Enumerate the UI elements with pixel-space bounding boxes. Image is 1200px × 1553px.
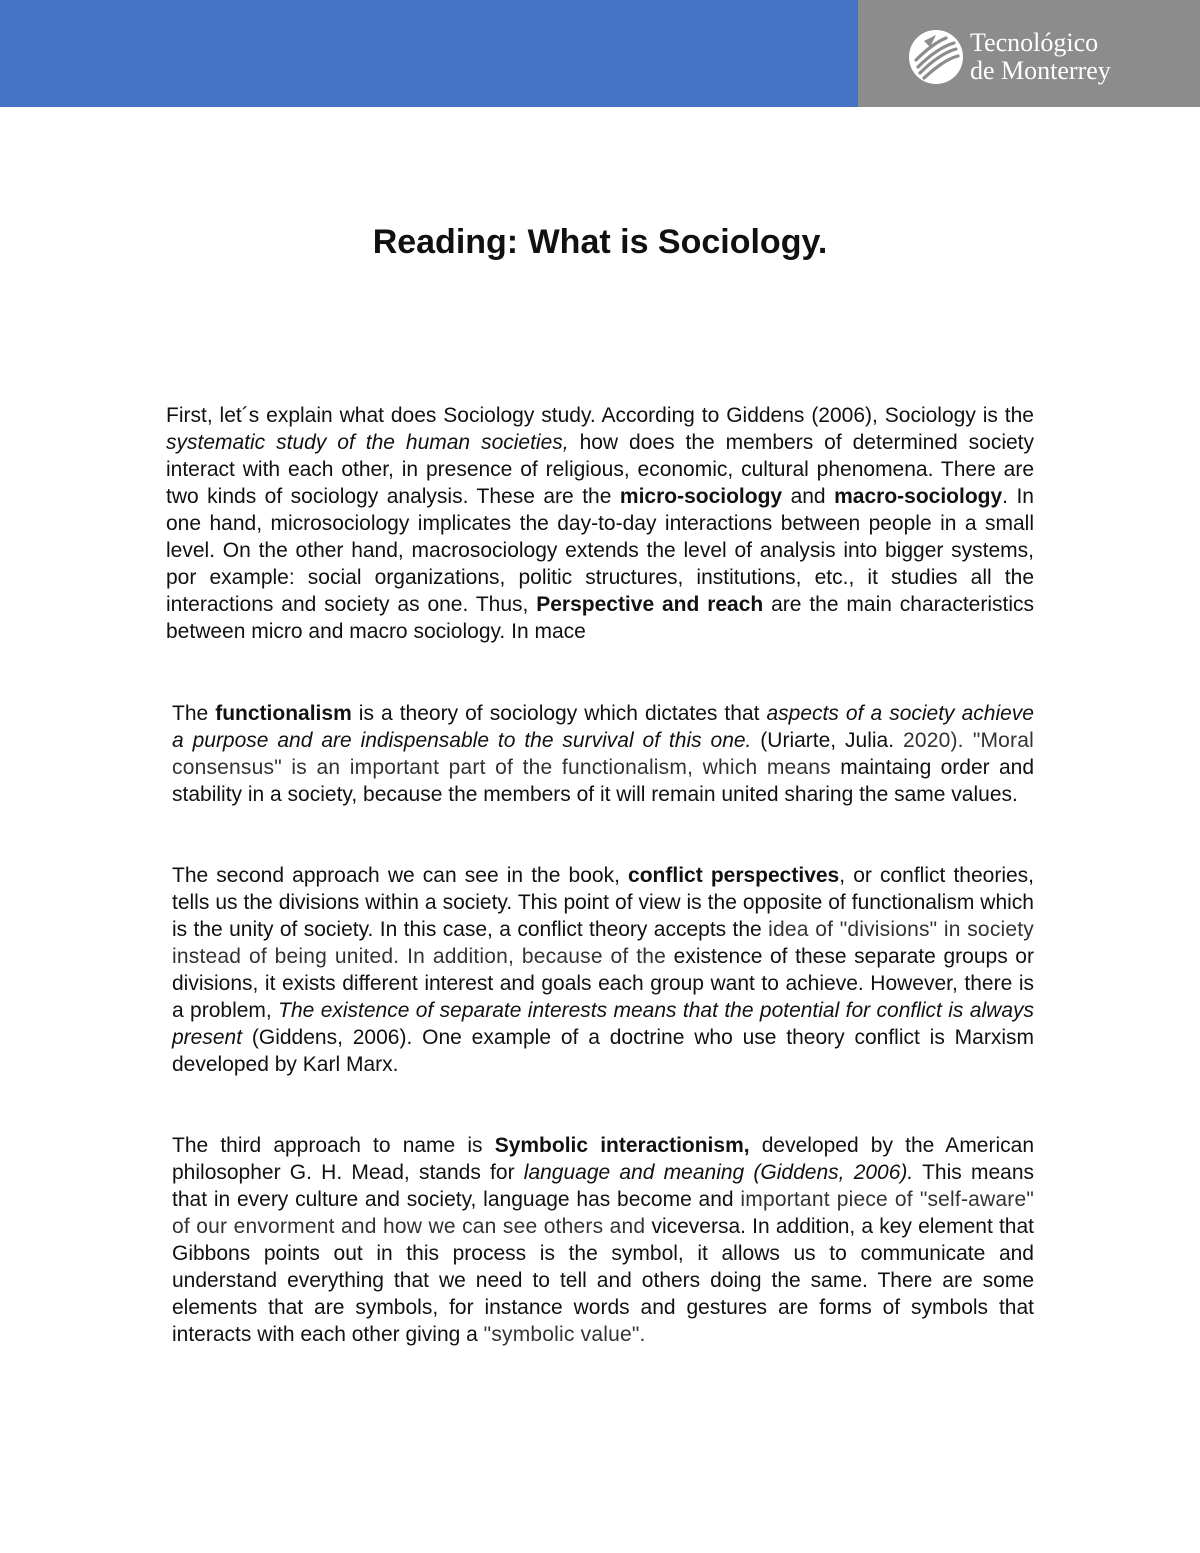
text-run-italic: systematic study of the human societies, bbox=[166, 431, 569, 454]
text-run: maintaing order and stability in a society, because the members of it will remain united sharing the same values. bbox=[172, 756, 1034, 806]
text-run-italic: The existence of separate interests means that the potential for conflict is always present bbox=[172, 999, 1034, 1049]
text-run-italic: language and meaning (Giddens, 2006). bbox=[523, 1161, 914, 1184]
paragraph-functionalism bbox=[172, 700, 1034, 808]
paragraph-symbolic-interactionism bbox=[172, 1132, 1034, 1348]
text-run-light: idea of "divisions" in society instead of being united. In addition, because of the bbox=[172, 918, 1034, 968]
text-run-bold: conflict perspectives bbox=[628, 864, 840, 887]
page-title: Reading: What is Sociology. bbox=[372, 223, 828, 261]
text-run: how does the members of determined society interact with each other, in presence of religious, economic, cultural phenomena. There are two kinds of sociology analysis. These are the bbox=[166, 431, 1034, 508]
text-run-bold: Symbolic interactionism, bbox=[494, 1134, 750, 1157]
text-run-bold: micro-sociology bbox=[619, 485, 783, 508]
text-run: is a theory of sociology which dictates that bbox=[351, 702, 767, 725]
text-run: . In one hand, microsociology implicates the day-to-day interactions between people in a small level. On the other hand, macrosociology extends the level of analysis into bigger systems, por example: social organizations, politic structures, institutions, etc., it studies all the interactions and society as one. Thus, bbox=[166, 485, 1034, 616]
text-run: viceversa. In addition, a key element that Gibbons points out in this process is the symbol, it allows us to communicate and understand everything that we need to tell and others doing the same. There are some elements that are symbols, for instance words and gestures are forms of symbols that interacts with each other giving a bbox=[172, 1215, 1034, 1346]
text-run-bold: functionalism bbox=[215, 702, 352, 725]
brand-logo bbox=[906, 26, 1111, 88]
paragraph-sociology-definition bbox=[166, 402, 1034, 645]
text-run: First, let´s explain what does Sociology study. According to Giddens (2006), Sociology is the bbox=[166, 404, 1034, 427]
text-run: are the main characteristics between micro and macro sociology. In mace bbox=[166, 593, 1035, 643]
brand-name bbox=[970, 29, 1111, 85]
text-run-italic: aspects of a society achieve a purpose and are indispensable to the survival of this one. bbox=[172, 702, 1034, 752]
brand-name-line2: de Monterrey bbox=[970, 56, 1111, 85]
header-blue-band bbox=[0, 0, 858, 107]
text-run: This means that in every culture and society, language has become and bbox=[172, 1161, 1035, 1211]
text-run: , or conflict theories, tells us the divisions within a society. This point of view is the opposite of functionalism which is the unity of society. In this case, a conflict theory accepts the bbox=[172, 864, 1035, 941]
text-run: (Giddens, 2006). One example of a doctrine who use theory conflict is Marxism developed by Karl Marx. bbox=[172, 1026, 1034, 1076]
text-run-bold: macro-sociology bbox=[834, 485, 1003, 508]
text-run: (Uriarte, Julia. bbox=[751, 729, 903, 752]
text-run: developed by the American philosopher G. H. Mead, stands for bbox=[172, 1134, 1035, 1184]
tec-monterrey-seal-icon bbox=[906, 27, 966, 87]
brand-name-line1: Tecnológico bbox=[970, 28, 1099, 57]
text-run-light: "symbolic value". bbox=[483, 1323, 646, 1346]
text-run-light: 2020). "Moral consensus" is an important part of the functionalism, which means bbox=[172, 729, 1034, 779]
text-run: The second approach we can see in the book, bbox=[172, 864, 629, 887]
text-run: existence of these separate groups or divisions, it exists different interest and goals each group want to achieve. However, there is a problem, bbox=[172, 945, 1034, 1022]
paragraph-conflict-perspectives bbox=[172, 862, 1034, 1078]
text-run-bold: Perspective and reach bbox=[536, 593, 764, 616]
text-run: The third approach to name is bbox=[172, 1134, 495, 1157]
text-run: and bbox=[782, 485, 835, 508]
text-run: The bbox=[172, 702, 216, 725]
text-run-light: important piece of "self-aware" of our envorment and how we can see others and bbox=[172, 1188, 1034, 1238]
